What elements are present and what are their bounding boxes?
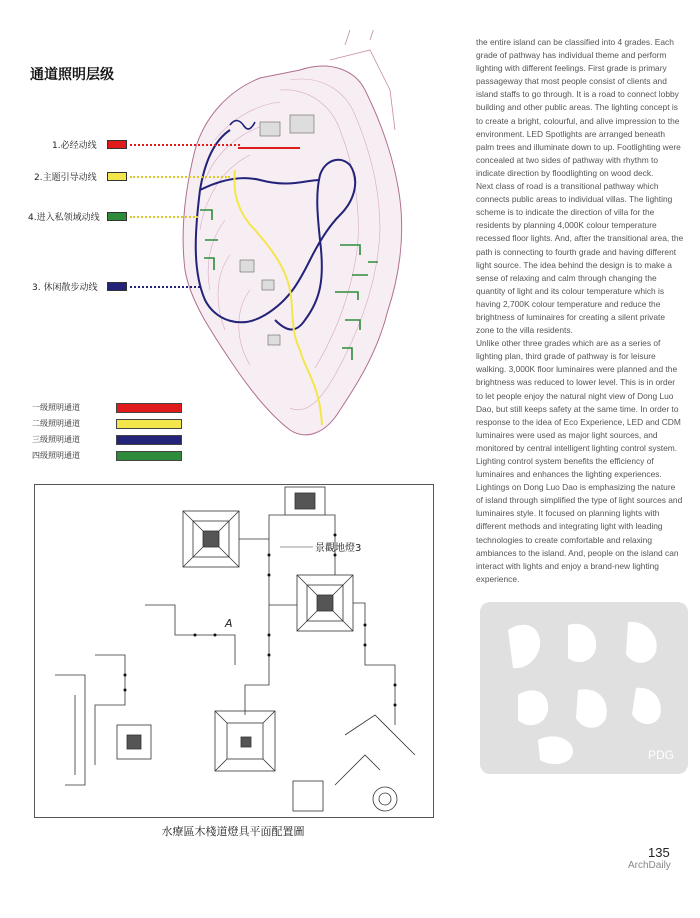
body-text: [476, 36, 684, 586]
route-swatch-red: [107, 140, 127, 149]
route-leader-navy: [130, 286, 200, 288]
route-leader-green: [130, 216, 198, 218]
boardwalk-plan-drawing: [35, 485, 433, 817]
site-watermark: ArchDaily: [628, 860, 671, 871]
section-marker: A: [225, 617, 233, 630]
route-swatch-green: [107, 212, 127, 221]
route-label-essential: 1.必经动线: [52, 141, 97, 151]
route-label-leisure: 3. 休闲散步动线: [32, 283, 98, 293]
paragraph: Lightings on Dong Luo Dao is emphasizing the nature of island through simplified the type of light sources and luminaires style. It focused on planning lights with different methods and integrating light with leading technologies to create comfortable and relaxing ambiances to the island. And, people on the island can interact with lights and enjoy a brand-new lighting experience.: [476, 482, 683, 584]
legend-swatch-yellow: [116, 419, 182, 429]
plan-caption: 水療區木棧道燈具平面配置圖: [161, 825, 305, 838]
route-swatch-navy: [107, 282, 127, 291]
island-site-plan: [0, 30, 450, 450]
route-label-theme: 2.主题引导动线: [34, 173, 97, 183]
seal-label: PDG: [648, 748, 675, 762]
route-leader-yellow: [130, 176, 230, 178]
paragraph: the entire island can be classified into 4 grades. Each grade of pathway has individual theme and perform lighting with different feelings. First grade is primary passageway that most people consist of clients and island staffs to go through. It is a road to connect lobby building and other public areas. The lighting concept is to create a bright, colourful, and alive impression to the environment. LED Spotlights are arranged beneath palm trees and illuminate down to up. Footlighting were concealed at two sides of pathway with rhythm to indicate direction by floodlighting on wood deck.: [476, 37, 681, 178]
boardwalk-lighting-plan: [34, 484, 434, 818]
paragraph: Next class of road is a transitional pathway which connects public areas to individual villas. The lighting scheme is to indicate the direction of villa for the residents by planning 4,000K colour temperature recessed floor lights. And, after the transitional area, the path is connecting to fourth grade and having different light source. The idea behind the design is to make a sense of relaxing and calm through changing the quantity of light and its colour temperature which is having 2,700K colour temperature and reduce the brightness of luminaires for creating a silent private zone to the villa residents.: [476, 181, 684, 336]
page-title: 通道照明层级: [30, 67, 114, 83]
legend-swatch-navy: [116, 435, 182, 445]
route-label-private: 4.进入私领域动线: [28, 213, 100, 223]
legend-label: 四级照明通道: [32, 451, 80, 460]
legend-label: 三级照明通道: [32, 435, 80, 444]
legend-swatch-red: [116, 403, 182, 413]
route-leader-red: [130, 144, 240, 146]
legend-label: 二级照明通道: [32, 419, 80, 428]
route-swatch-yellow: [107, 172, 127, 181]
plan-annotation: 景觀地燈3: [315, 543, 362, 554]
legend-swatch-green: [116, 451, 182, 461]
legend-label: 一级照明通道: [32, 403, 80, 412]
paragraph: Unlike other three grades which are as a series of lighting plan, third grade of pathway is for leisure walking. 3,000K floor luminaires were planned and the brightness was reduced to lower level. This is in order to let people enjoy the natural night view of Dong Luo Dao, but still keeps safety at the same time. In order to response to the idea of Eco Experience, LED and CDM luminaires were used as major light sources, and monitored by central intelligent lighting control system. Lighting control system benefits the efficiency of luminaires and enhances the lighting experiences.: [476, 338, 681, 480]
page-number: 135: [648, 845, 670, 860]
